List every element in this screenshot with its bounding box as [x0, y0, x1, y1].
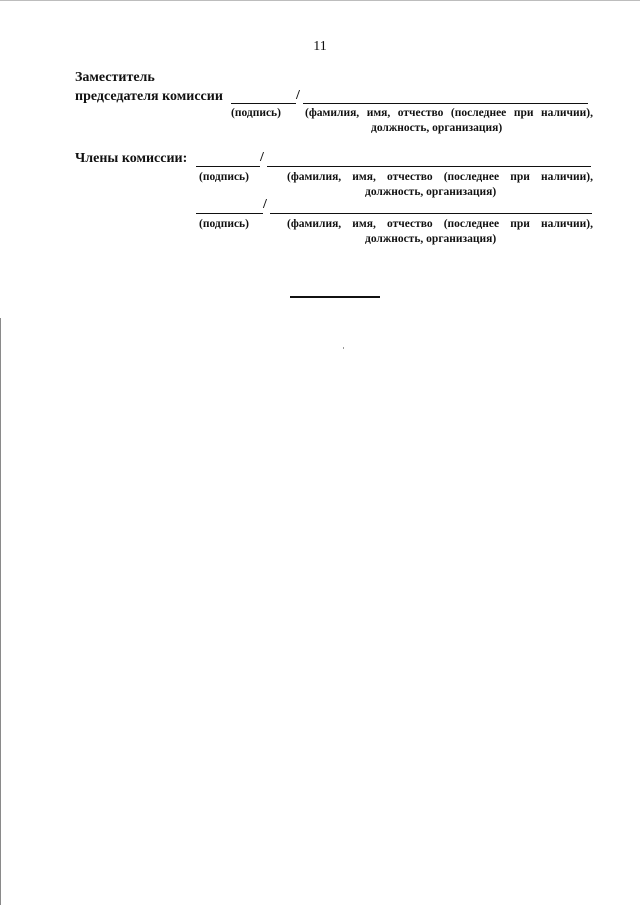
member-1-name-caption-line1: (фамилия, имя, отчество (последнее при наличии), — [287, 171, 593, 183]
member-2-signature-caption: (подпись) — [199, 218, 249, 230]
page-number: 11 — [313, 39, 327, 54]
document-end-rule — [290, 296, 380, 298]
member-1-name-caption-line2: должность, организация) — [365, 186, 497, 198]
member-1-signature-line — [196, 166, 260, 167]
member-2-name-caption-line1: (фамилия, имя, отчество (последнее при наличии), — [287, 218, 593, 230]
scan-left-edge — [0, 318, 1, 905]
scan-speck — [343, 347, 344, 349]
members-label: Члены комиссии: — [75, 151, 188, 166]
member-1-slash: / — [260, 150, 264, 165]
deputy-slash: / — [296, 88, 300, 103]
deputy-signature-line — [231, 103, 296, 104]
scan-top-edge — [0, 0, 640, 1]
deputy-name-line — [303, 103, 588, 104]
deputy-label-line2: председателя комиссии — [75, 89, 223, 104]
deputy-name-caption-line1: (фамилия, имя, отчество (последнее при наличии), — [305, 107, 593, 119]
deputy-label-line1: Заместитель — [75, 70, 155, 85]
member-2-name-line — [270, 213, 592, 214]
member-1-name-line — [267, 166, 591, 167]
member-2-slash: / — [263, 197, 267, 212]
member-2-signature-line — [196, 213, 263, 214]
member-1-signature-caption: (подпись) — [199, 171, 249, 183]
deputy-name-caption-line2: должность, организация) — [371, 122, 503, 134]
deputy-signature-caption: (подпись) — [231, 107, 281, 119]
member-2-name-caption-line2: должность, организация) — [365, 233, 497, 245]
